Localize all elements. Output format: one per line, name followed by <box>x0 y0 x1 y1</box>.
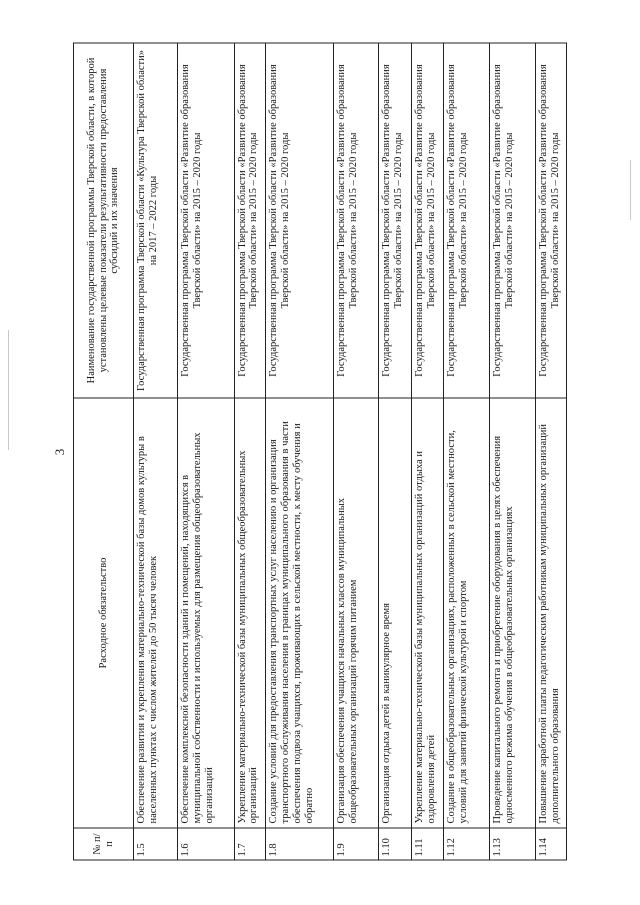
row-number: 1.11 <box>412 828 444 860</box>
row-program: Государственная программа Тверской области «Развитие образования Тверской области» на 2015 – 2020 годы <box>412 43 444 398</box>
table-row <box>178 43 234 860</box>
scan-artifact-line <box>630 160 631 220</box>
row-number: 1.9 <box>334 828 379 860</box>
row-program: Государственная программа Тверской области «Развитие образования Тверской области» на 2015 – 2020 годы <box>536 43 567 398</box>
header-program: Наименование государственной программы Тверской области, в которой установлены целевые показатели результативности предоставления субсидий и их значения <box>74 43 134 398</box>
row-obligation: Проведение капитального ремонта и приобретение оборудования в целях обеспечения односменного режима обучения в общеобразовательных организациях <box>489 398 535 828</box>
table-row <box>234 43 266 860</box>
row-obligation: Обеспечение развития и укрепления материально-технической базы домов культуры в населенных пунктах с числом жителей до 50 тысяч человек <box>134 398 178 828</box>
subsidy-table <box>73 43 567 861</box>
row-obligation: Организация отдыха детей в каникулярное время <box>379 398 412 828</box>
table-row <box>412 43 444 860</box>
row-obligation: Укрепление материально-технической базы муниципальных общеобразовательных организаций <box>234 398 266 828</box>
row-program: Государственная программа Тверской области «Развитие образования Тверской области» на 2015 – 2020 годы <box>178 43 234 398</box>
page-number: 3 <box>52 448 67 456</box>
row-number: 1.6 <box>178 828 234 860</box>
row-program: Государственная программа Тверской области «Развитие образования Тверской области» на 2015 – 2020 годы <box>489 43 535 398</box>
table-row <box>443 43 489 860</box>
row-number: 1.5 <box>134 828 178 860</box>
table-header-row <box>74 43 134 860</box>
row-program: Государственная программа Тверской области «Развитие образования Тверской области» на 2015 – 2020 годы <box>334 43 379 398</box>
row-program: Государственная программа Тверской области «Развитие образования Тверской области» на 2015 – 2020 годы <box>234 43 266 398</box>
row-number: 1.12 <box>443 828 489 860</box>
header-num: № п/п <box>74 828 134 860</box>
table-row <box>536 43 567 860</box>
row-obligation: Укрепление материально-технической базы муниципальных организаций отдыха и оздоровления детей <box>412 398 444 828</box>
row-program: Государственная программа Тверской области «Развитие образования Тверской области» на 2015 – 2020 годы <box>443 43 489 398</box>
header-obligation: Расходное обязательство <box>74 398 134 828</box>
row-number: 1.14 <box>536 828 567 860</box>
row-obligation: Обеспечение комплексной безопасности зданий и помещений, находящихся в муниципальной собственности и используемых для размещения общеобразовательных организаций <box>178 398 234 828</box>
table-row <box>266 43 334 860</box>
row-number: 1.10 <box>379 828 412 860</box>
row-program: Государственная программа Тверской области «Развитие образования Тверской области» на 2015 – 2020 годы <box>266 43 334 398</box>
row-obligation: Повышение заработной платы педагогическим работникам муниципальных организаций дополнительного образования <box>536 398 567 828</box>
row-program: Государственная программа Тверской области «Культура Тверской области» на 2017 – 2022 годы <box>134 43 178 398</box>
table-row <box>334 43 379 860</box>
rotated-table-container <box>73 44 567 861</box>
table-row <box>489 43 535 860</box>
row-obligation: Создание условий для предоставления транспортных услуг населению и организация транспортного обслуживания населения в границах муниципального образования в части обеспечения подвоза учащихся, проживающих в сельской местности, к месту обучения и обратно <box>266 398 334 828</box>
row-obligation: Создание в общеобразовательных организациях, расположенных в сельской местности, условий для занятий физической культурой и спортом <box>443 398 489 828</box>
table-row <box>379 43 412 860</box>
row-obligation: Организация обеспечения учащихся начальных классов муниципальных общеобразовательных организаций горячим питанием <box>334 398 379 828</box>
row-number: 1.7 <box>234 828 266 860</box>
scan-artifact-line <box>8 330 9 450</box>
row-program: Государственная программа Тверской области «Развитие образования Тверской области» на 2015 – 2020 годы <box>379 43 412 398</box>
table-row <box>134 43 178 860</box>
row-number: 1.8 <box>266 828 334 860</box>
row-number: 1.13 <box>489 828 535 860</box>
